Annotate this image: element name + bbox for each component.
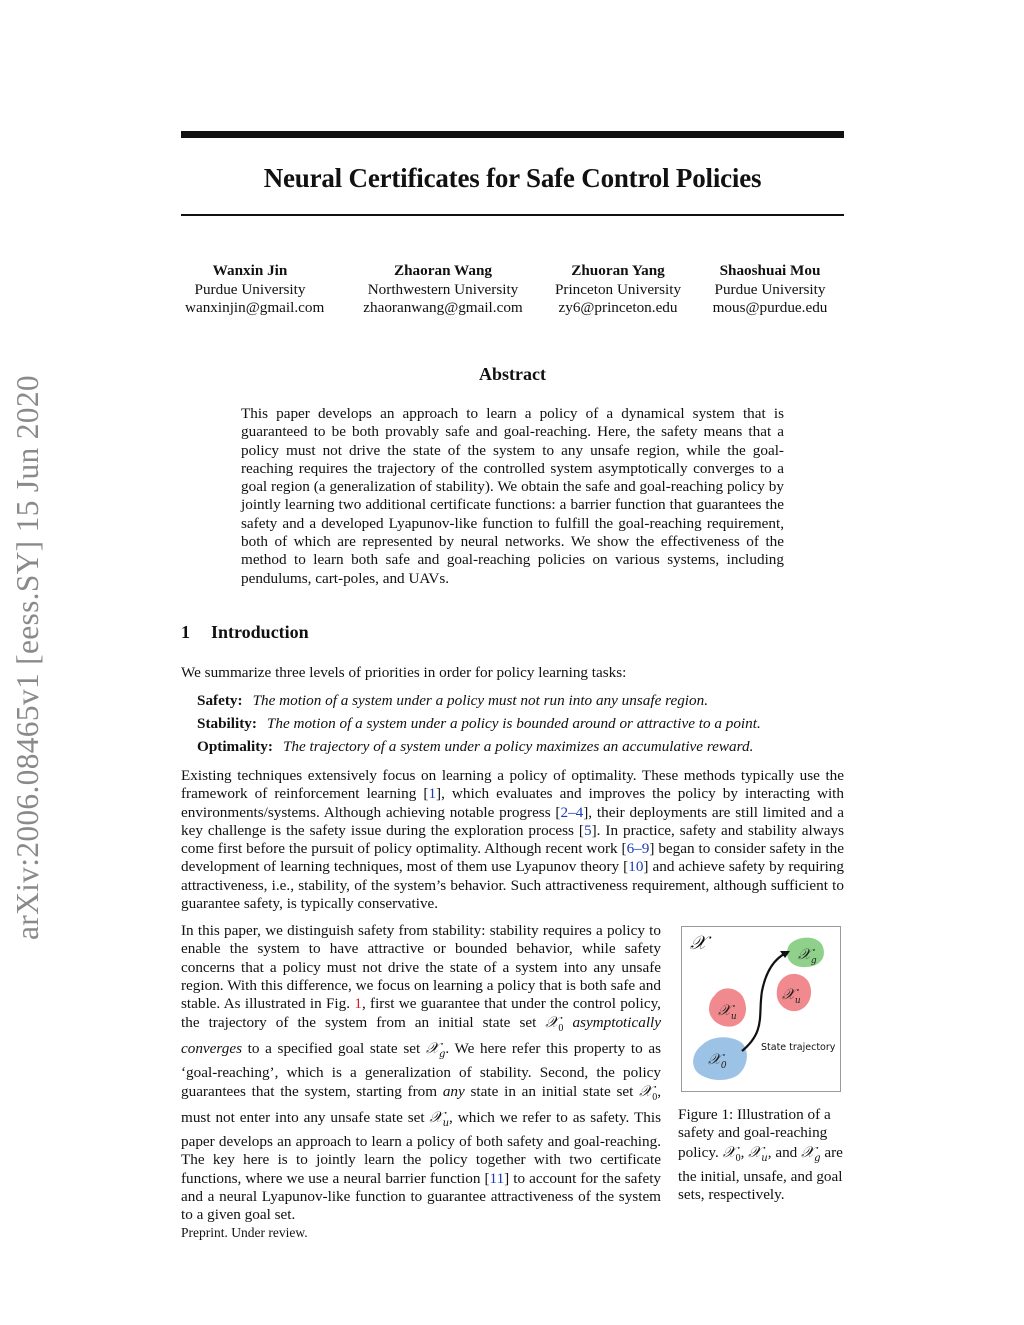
priority-label: Safety: xyxy=(197,692,243,709)
author-affiliation: Northwestern University xyxy=(367,280,519,298)
trajectory-label: State trajectory xyxy=(761,1042,836,1053)
author-email[interactable]: zy6@princeton.edu xyxy=(558,299,678,316)
author-name: Shaoshuai Mou xyxy=(719,262,821,279)
paper-title: Neural Certificates for Safe Control Policies xyxy=(263,163,762,193)
author-1 xyxy=(185,262,325,318)
author-email[interactable]: zhaoranwang@gmail.com xyxy=(363,299,523,316)
intro-sentence: We summarize three levels of priorities in order for policy learning tasks: xyxy=(181,664,627,681)
author-email[interactable]: mous@purdue.edu xyxy=(712,299,828,316)
footer-note: Preprint. Under review. xyxy=(181,1225,308,1240)
section-title: Introduction xyxy=(211,622,309,642)
priority-optimality xyxy=(197,738,753,756)
unsafe-set-label-2: 𝒳$_u$ xyxy=(782,985,801,1006)
arxiv-identifier: arXiv:2006.08465v1 [eess.SY] 15 Jun 2020 xyxy=(10,375,45,940)
author-email[interactable]: wanxinjin@gmail.com xyxy=(185,299,325,316)
priority-text: The motion of a system under a policy must not run into any unsafe region. xyxy=(252,692,709,709)
citation-link[interactable]: 1 xyxy=(428,785,437,803)
initial-set-label: 𝒳$_0$ xyxy=(708,1050,727,1071)
citation-link[interactable]: 5 xyxy=(583,821,592,839)
paragraph-existing-techniques: Existing techniques extensively focus on learning a policy of optimality. These methods typically use the framework of reinforcement learning [1], which evaluates and improves the policy by interacting with environments/systems. Although achieving notable progress [2–4], their deployments are still limited and a key challenge is the safety issue during the exploration process [5]. In practice, safety and stability always come first before the pursuit of policy optimality. Although recent work [6–9] began to consider safety in the development of learning techniques, most of them use Lyapunov theory [10] and achieve safety by requiring attractiveness, i.e., stability, of the system’s behavior. Such attractiveness requirement, although sufficient to guarantee safety, is typically conservative. xyxy=(181,767,845,913)
author-2 xyxy=(352,262,534,318)
priority-label: Optimality: xyxy=(197,738,273,755)
goal-set-label: 𝒳$_g$ xyxy=(798,945,817,966)
abstract-heading: Abstract xyxy=(479,364,546,384)
author-affiliation: Purdue University xyxy=(194,280,306,298)
state-space-label: 𝒳 xyxy=(690,932,707,954)
figure-reference-link[interactable]: 1 xyxy=(354,995,362,1013)
author-affiliation: Princeton University xyxy=(554,280,682,298)
priority-label: Stability: xyxy=(197,715,257,732)
unsafe-set-label-1: 𝒳$_u$ xyxy=(718,1001,737,1022)
citation-link[interactable]: 11 xyxy=(489,1169,505,1187)
title-top-rule xyxy=(181,131,844,138)
priority-text: The motion of a system under a policy is bounded around or attractive to a point. xyxy=(266,715,761,732)
section-number: 1 xyxy=(181,622,190,642)
abstract-text: This paper develops an approach to learn a policy of a dynamical system that is guaranteed to be both provably safe and goal-reaching. Here, the safety means that a policy must not drive the state of the system to any unsafe region, while the goal-reaching requires the trajectory of the controlled system asymptotically converges to a goal region (a generalization of stability). We obtain the safe and goal-reaching policy by jointly learning two additional certificate functions: a barrier function that guarantees the safety and a developed Lyapunov-like function to fulfill the goal-reaching requirement, both of which are represented by neural networks. We show the effectiveness of the method to learn both safe and goal-reaching policies on various systems, including pendulums, cart-poles, and UAVs. xyxy=(241,405,784,587)
author-4 xyxy=(705,262,835,318)
priority-stability xyxy=(197,715,761,733)
author-name: Zhuoran Yang xyxy=(571,262,665,279)
citation-link[interactable]: 10 xyxy=(628,858,644,876)
author-affiliation: Purdue University xyxy=(714,280,826,298)
section-heading xyxy=(181,622,309,643)
author-name: Wanxin Jin xyxy=(212,262,288,279)
title-bottom-rule xyxy=(181,214,844,216)
priority-safety xyxy=(197,692,708,710)
citation-link[interactable]: 6–9 xyxy=(626,840,650,858)
figure-caption: Figure 1: Illustration of a safety and goal-reaching policy. 𝒳$_0$, 𝒳$_u$, and 𝒳$_g$ are the initial, unsafe, and goal sets, respectively. xyxy=(678,1106,843,1204)
paragraph-safety-vs-stability: In this paper, we distinguish safety from stability: stability requires a policy to enable the system to have attractive or bounded behavior, while safety concerns that a policy must not drive the state of a system into any unsafe region. With this difference, we focus on learning a policy that is both safe and stable. As illustrated in Fig. 1, first we guarantee that under the control policy, the trajectory of the system from an initial state set 𝒳$_0$ asymptotically converges to a specified goal state set 𝒳$_g$. We here refer this property to as ‘goal-reaching’, which is a generalization of stability. Second, the policy guarantees that the system, starting from any state in an initial state set 𝒳$_0$, must not enter into any unsafe state set 𝒳$_u$, which we refer to as safety. This paper develops an approach to learn a policy of both safety and goal-reaching. The key here is to jointly learn the policy together with two certificate functions, where we use a neural barrier function [11] to account for the safety and a neural Lyapunov-like function to guarantee attractiveness of the system to a given goal set. xyxy=(181,922,662,1224)
citation-link[interactable]: 2–4 xyxy=(560,803,584,821)
author-3 xyxy=(548,262,688,318)
priority-text: The trajectory of a system under a policy maximizes an accumulative reward. xyxy=(282,738,754,755)
author-name: Zhaoran Wang xyxy=(393,262,493,279)
figure-illustration xyxy=(681,926,841,1092)
figure-svg xyxy=(682,927,840,1091)
